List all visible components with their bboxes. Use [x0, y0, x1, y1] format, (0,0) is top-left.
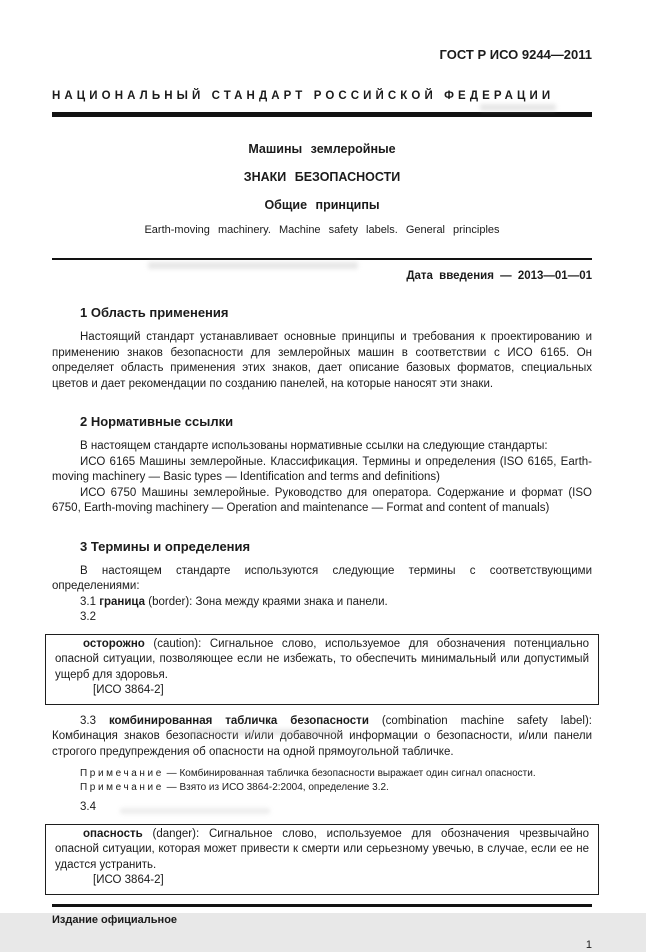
danger-term-word: опасность	[83, 827, 143, 840]
note-2	[52, 781, 592, 795]
note-2-label: Примечание	[80, 781, 164, 793]
term-3-3-word: комбинированная табличка безопасности	[108, 714, 369, 727]
section-1-heading: 1 Область применения	[80, 305, 229, 320]
note-1-text: — Комбинированная табличка безопасности выражает один сигнал опасности.	[166, 768, 536, 779]
effective-date: Дата введения — 2013—01—01	[406, 270, 592, 282]
danger-definition-box	[45, 824, 599, 895]
note-1	[52, 767, 592, 781]
caution-term-word: осторожно	[83, 637, 145, 650]
caution-definition-box	[45, 634, 599, 705]
term-3-3-definition: (combination machine safety label): Комбинация знаков безопасности и/или добавочной информации о безопасности, и/или панели строгого предупреждения об опасности на одной прямоугольной табличке.	[52, 714, 592, 758]
term-3-1	[52, 595, 592, 611]
caution-definition	[55, 637, 589, 684]
page-number: 1	[585, 938, 592, 951]
notes-block	[52, 767, 592, 794]
term-3-2-number: 3.2	[80, 611, 96, 623]
section-3-intro: В настоящем стандарте используются следующие термины с соответствующими определениями:	[52, 564, 592, 592]
term-3-1-word: граница	[99, 595, 146, 608]
note-1-label: Примечание	[80, 768, 164, 779]
title-subtitle: Общие принципы	[264, 198, 380, 212]
doc-number: ГОСТ Р ИСО 9244—2011	[439, 47, 592, 62]
header-rule	[52, 112, 592, 117]
footer-rule	[52, 904, 592, 907]
term-3-3	[52, 714, 592, 761]
danger-source-reference: [ИСО 3864-2]	[93, 874, 164, 886]
term-3-1-number: 3.1	[80, 595, 96, 608]
section-3-heading: 3 Термины и определения	[80, 538, 251, 554]
reference-iso-6750: ИСО 6750 Машины землеройные. Руководство для оператора. Содержание и формат (ISO 6750, Earth-moving machinery — Operation and maintenance — Format and content of manuals)	[52, 486, 592, 514]
reference-iso-6165: ИСО 6165 Машины землеройные. Классификация. Термины и определения (ISO 6165, Earth-moving machinery — Basic types — Identification and terms and definitions)	[52, 455, 592, 483]
danger-definition	[55, 827, 589, 874]
caution-definition-text: (caution): Сигнальное слово, используемое для обозначения потенциально опасной ситуации, позволяющее если не избежать, то обеспечить минимальный или допустимый ущерб для здоровья.	[55, 637, 589, 681]
standard-banner: НАЦИОНАЛЬНЫЙ СТАНДАРТ РОССИЙСКОЙ ФЕДЕРАЦИИ	[52, 90, 555, 102]
scan-artifact	[148, 262, 358, 269]
danger-definition-text: (danger): Сигнальное слово, используемое для обозначения чрезвычайно опасной ситуации, которая может привести к смерти или серьезному увечью, в случае, если ее не удастся устранить.	[55, 827, 589, 871]
title-subject: Машины землеройные	[248, 142, 396, 156]
section-2-heading: 2 Нормативные ссылки	[80, 414, 234, 429]
term-3-4-number: 3.4	[80, 801, 96, 813]
scan-artifact	[480, 104, 556, 111]
term-3-3-number: 3.3	[80, 714, 96, 727]
note-2-text: — Взято из ИСО 3864-2:2004, определение 3.2.	[166, 781, 389, 793]
section-2-intro: В настоящем стандарте использованы нормативные ссылки на следующие стандарты:	[80, 440, 548, 452]
title-rule	[52, 258, 592, 260]
title-main: ЗНАКИ БЕЗОПАСНОСТИ	[243, 170, 401, 184]
section-1-paragraph: Настоящий стандарт устанавливает основные принципы и требования к проектированию и применению знаков безопасности для землеройных машин в соответствии с ИСО 6165. Он определяет область применения этих знаков, дает описание базовых форматов, специальных цветов и дает рекомендации по созданию панелей, на которые наносят эти знаки.	[52, 331, 592, 390]
scan-artifact	[190, 729, 340, 735]
edition-note: Издание официальное	[52, 913, 178, 926]
caution-source-reference: [ИСО 3864-2]	[93, 684, 164, 696]
title-english: Earth-moving machinery. Machine safety labels. General principles	[144, 224, 500, 236]
term-3-1-definition: (border): Зона между краями знака и панели.	[145, 595, 388, 608]
scan-artifact	[120, 808, 270, 814]
